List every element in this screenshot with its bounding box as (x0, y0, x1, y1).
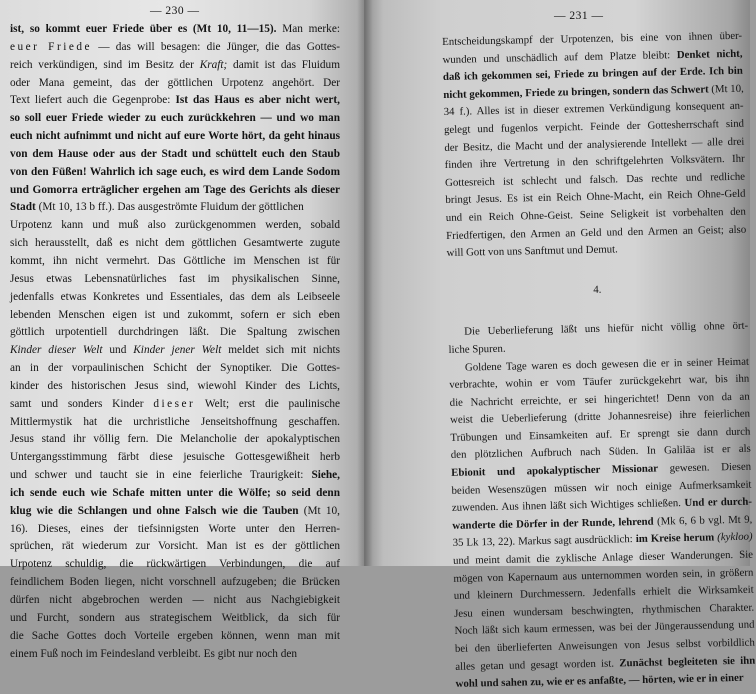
right-page-text-segment: zuwenden. Aus ihnen läßt sich Wichtiges schließen. (451, 497, 685, 515)
left-page-text-segment: kinder des historischen Jesus sind, wiewohl Kinder des Lichts, (10, 379, 340, 392)
left-page-text-line (10, 324, 340, 342)
left-page-text-line (10, 57, 340, 75)
left-page-text-segment: die Sache Gottes doch Vorteile ergeben können, wenn man mit (10, 629, 340, 642)
left-page-text-segment: meldet sich mit nichts (221, 344, 340, 357)
right-page-text-segment: beiden Wesenszügen müssen wir noch einige Aufmerksamkeit (451, 478, 752, 497)
left-page-text-segment: an in der vorpaulinischen Schicht der Synoptiker. Die Gottes- (10, 362, 340, 375)
left-page-text-segment: — das will besagen: die Jünger, die das Gottes- (92, 40, 341, 53)
right-page-text-segment: Noch läßt sich kaum ermessen, was bei der Jüngeraussendung und (454, 618, 755, 638)
left-page-text-segment: jedenfalls etwas Konkretes und Essentiales, das dem als Leibseele (10, 290, 340, 303)
right-page-text-segment: Goldene Tage waren es doch gewesen die er in seiner Heimat (464, 355, 750, 374)
left-page (0, 0, 364, 660)
left-page-text-line (10, 289, 340, 307)
left-page-text-segment: klug wie die Schlangen und ohne Falsch wie die Tauben (10, 504, 299, 517)
right-page (364, 0, 756, 691)
left-page-text-line (10, 378, 340, 396)
left-page-text-segment: ist, so kommt euer Friede über es (Mt 10, 11—15). (10, 23, 277, 35)
left-page-text-segment: 16). Dieses, eines der tiefsinnigsten Worte unter den Herren- (10, 522, 340, 535)
right-page-text-segment: 34 f.). Alles ist in dieser extremen Verkündigung konsequent an- (443, 100, 744, 119)
right-page-text-segment: gelegt und fugenlos verpicht. Feinde der Gottesherrschaft sind (443, 117, 745, 136)
left-page-text-segment: Kinder dieser Welt (10, 344, 103, 357)
right-page-text-segment: Jesu einen wundersam beschwingten, rhythmischen Charakter. (454, 601, 755, 620)
right-page-text-segment: der Besitz, die Macht und der analysierende Intellekt — alle drei (444, 135, 745, 154)
right-page-text-segment: wunden und unschädlich auf dem Platze bleibt: (442, 48, 677, 66)
right-page-text-segment: gewesen. Diesen (657, 460, 752, 475)
right-page-text-segment: will Gott von uns Sanftmut und Demut. (446, 243, 618, 260)
left-page-text-line (10, 628, 340, 646)
left-page-text-segment: Stadt (10, 201, 36, 214)
left-page-text-line (10, 146, 340, 164)
right-page-text-segment: (Mk 6, 6 b vgl. Mt 9, (653, 513, 753, 528)
left-page-text-segment: und Furcht, sondern aus strategischem Weitblick, da sich für (10, 611, 340, 624)
left-page-text-segment: lebenden Menschen eigen ist und zukommt, sofern er sich eben (10, 308, 340, 321)
right-page-text-segment: Trübungen und Einsamkeiten auf. Er sprengt sie dann durch (450, 425, 751, 444)
left-page-text-line (10, 574, 340, 592)
left-page-text-line (10, 182, 340, 200)
right-page-text-segment: und ein Reich Ohne-Geist. Seine Seligkeit ist vorbehalten den (445, 205, 746, 224)
page-number-left: — 230 — (150, 5, 200, 17)
left-page-text-line (10, 271, 340, 289)
left-page-text-segment: Text liefert auch die Gegenprobe: (10, 94, 176, 107)
left-page-text-line (10, 556, 340, 574)
left-page-text-line (10, 307, 340, 325)
left-page-text (10, 21, 340, 663)
right-page-text-segment: Entscheidungskampf der Urpotenzen, bis eine von ihnen über- (442, 29, 743, 48)
right-page-text-segment: und kleinern Durchmessern. Jedenfalls erhielt die Wirksamkeit (453, 583, 754, 603)
right-page-text-segment: Denket nicht, (676, 47, 743, 61)
left-page-text-line (10, 199, 340, 217)
left-page-text-segment: Kinder jener Welt (133, 344, 222, 357)
right-page-text-segment: weist die Ueberlieferung (dritte Johannesreise) ihre feierlichen (449, 407, 751, 427)
left-page-text-segment: göttlich urpotentiell durchdringen läßt. Die Spaltung zwischen (10, 326, 340, 339)
left-page-text-segment: Man merke: (276, 23, 340, 35)
right-page-text (442, 28, 756, 694)
left-page-text-line (10, 128, 340, 146)
right-page-text-segment: Gottesreich ist schlecht und falsch. Das rechte und redliche (444, 170, 746, 189)
left-page-text-segment: (Mt 10, 13 b ff.). Das ausgeströmte Fluidum der göttlichen (35, 201, 304, 214)
left-page-text-segment: reich verkündigen, sind im Besitz der (10, 58, 200, 71)
right-page-text-segment: verbrachte, wohin er vom Täufer zurückgekehrt war, bis ihn (449, 372, 750, 392)
left-page-text-line (10, 396, 340, 414)
right-page-text-segment: und meint damit die zyklische Anlage dieser Wanderungen. Sie (452, 548, 754, 567)
left-page-text-segment: und (102, 344, 134, 357)
right-page-text-segment: Ebionit und apokalyptischer Missionar (451, 462, 659, 479)
left-page-text-segment: dürfen nicht abgebrochen werden — nicht aus Nachgiebigkeit (10, 594, 340, 606)
left-page-text-line (10, 414, 340, 432)
right-page-text-segment: (Mt 10, (708, 82, 744, 96)
book-gutter (357, 0, 373, 566)
right-page-text-segment: 4. (593, 283, 602, 296)
left-page-text-segment: dieser (153, 397, 196, 410)
left-page-text-line (10, 521, 340, 539)
right-page-text-segment: finden ihre Vertretung in den schriftgelehrten Volksvätern. Ihr (444, 152, 745, 172)
left-page-text-segment: Ist das Haus es aber nicht wert, (175, 94, 340, 107)
left-page-text-line (10, 342, 340, 360)
right-page-text-segment: bei den überlieferten Anweisungen von Jesus selbst vorbildlich (454, 636, 755, 655)
left-page-text-line (10, 503, 340, 521)
right-page-text-segment: nicht gekommen, Friede zu bringen, sondern das Schwert (443, 83, 709, 101)
left-page-text-segment: Siehe, (311, 469, 340, 482)
left-page-text-line (10, 92, 340, 110)
right-page-text-segment: alles getan und gesagt worden ist. (455, 657, 620, 673)
left-page-text-segment: samt und sonders Kinder (10, 397, 154, 410)
right-page-text-segment: Friedfertigen, den Armen an Geld und den Armen an Geist; also (446, 223, 747, 242)
left-page-text-segment: von dem Hause oder aus der Stadt und schüttelt euch den Staub (10, 147, 340, 160)
left-page-text-line (10, 110, 340, 128)
left-page-text-segment: euer Friede (10, 40, 93, 53)
right-page-text-segment: Und er durch- (684, 495, 752, 510)
left-page-text-line (10, 39, 340, 57)
left-page-text-line (10, 21, 340, 39)
left-page-text-segment: Untergangsstimmung färbt diese jesuische Gottesgewißheit herb (10, 451, 340, 464)
right-page-text-segment: mögen von Kapernaum aus unternommen worden sein, in größern (453, 566, 754, 585)
left-page-text-segment: so soll euer Friede wieder zu euch zurückkehren — und wo man (10, 112, 340, 125)
left-page-text-line (10, 217, 340, 235)
right-page-text-segment: Zunächst begleiteten sie ihn (619, 654, 756, 670)
left-page-text-segment: euch nicht aufnimmt und nicht auf eure Worte hört, da geht hinaus (10, 130, 340, 143)
left-page-text-line (10, 253, 340, 271)
left-page-text-segment: sich herausstellt, daß es nicht dem göttlichen Gesamtwerte zugute (10, 237, 340, 250)
left-page-text-segment: Kraft; (199, 58, 228, 71)
left-page-text-segment: Welt; erst die paulinische (195, 397, 341, 410)
left-page-text-segment: einem Fuß noch im Feindesland verbleibt. Es gibt nur noch den (10, 647, 298, 660)
left-page-text-segment: Mittlermystik hat die urchristliche Jenseitshoffnung geschaffen. (10, 415, 340, 428)
left-page-text-line (10, 235, 340, 253)
page-number-right: — 231 — (554, 10, 604, 22)
left-page-text-line (10, 646, 340, 664)
left-page-text-segment: Urpotenz schuldig, die rückwärtigen Verbindungen, die auf (10, 558, 340, 571)
left-page-text-line (10, 164, 340, 182)
left-page-text-segment: oder Mana gemeint, das der göttlichen Urpotenz angehört. Der (10, 76, 340, 89)
right-page-text-segment: den plötzlichen Aufbruch nach Süden. In Galiläa ist er als (450, 443, 751, 462)
right-page-text-segment: im Kreise herum (635, 531, 715, 546)
left-page-text-line (10, 592, 340, 610)
right-page-text-segment: (kykloo) (714, 531, 753, 544)
right-page-text-segment: Die Ueberlieferung läßt uns hiefür nicht völlig ohne ört- (464, 319, 749, 338)
left-page-text-segment: feindlichem Boden liegen, nicht vorschnell aufzugeben; die Brücken (10, 576, 340, 589)
left-page-text-line (10, 75, 340, 93)
left-page-text-line (10, 485, 340, 503)
left-page-text-line (10, 360, 340, 378)
right-page-text-segment: liche Spuren. (448, 342, 506, 356)
left-page-text-segment: Urpotenz kann und muß also zurückgenommen werden, sobald (10, 219, 340, 232)
left-page-text-segment: Jesus etwas Lebensnatürliches fast im physikalischen Sinne, (10, 272, 340, 285)
left-page-text-segment: sprüchen, rät wiederum zur Vorsicht. Man ist es der göttlichen (10, 540, 340, 553)
left-page-text-segment: und schwer und taucht sie in eine feierliche Traurigkeit: (10, 469, 312, 482)
left-page-text-line (10, 538, 340, 556)
left-page-text-segment: kommt, ihn nicht vermehrt. Das Göttliche im Menschen ist für (10, 254, 340, 267)
left-page-text-line (10, 431, 340, 449)
left-page-text-segment: ich sende euch wie Schafe mitten unter die Wölfe; so seid denn (10, 486, 340, 499)
right-page-text-segment: bringt Jesus. Es ist ein Reich Ohne-Macht, ein Reich Ohne-Geld (445, 188, 746, 207)
left-page-text-segment: von den Füßen! Wahrlich ich sage euch, es wird dem Lande Sodom (10, 165, 340, 178)
right-page-text-segment: 35 Lk 13, 22). Markus sagt ausdrücklich: (452, 533, 636, 550)
right-page-text-segment: wanderte die Dörfer in der Runde, lehrend (452, 515, 654, 532)
right-page-text-segment: die Nachricht erreichte, er sei hingerichtet! Denn von da an (449, 390, 750, 409)
left-page-text-line (10, 467, 340, 485)
right-page-text-segment: daß ich gekommen sei, Friede zu bringen auf der Erde. Ich bin (442, 64, 743, 84)
left-page-text-segment: Jesus stand ihr völlig fern. Die Melancholie der apokalyptischen (10, 433, 340, 446)
left-page-text-segment: (Mt 10, (298, 504, 341, 517)
right-page-text-segment: wohl und sahen zu, wie er es anfaßte, — hörten, wie er in einer (455, 672, 744, 691)
left-page-text-line (10, 449, 340, 467)
left-page-text-line (10, 610, 340, 628)
left-page-text-segment: und Gomorra erträglicher ergehen am Tage des Gerichts als dieser (10, 183, 340, 196)
left-page-text-segment: damit ist das Fluidum (227, 58, 340, 71)
